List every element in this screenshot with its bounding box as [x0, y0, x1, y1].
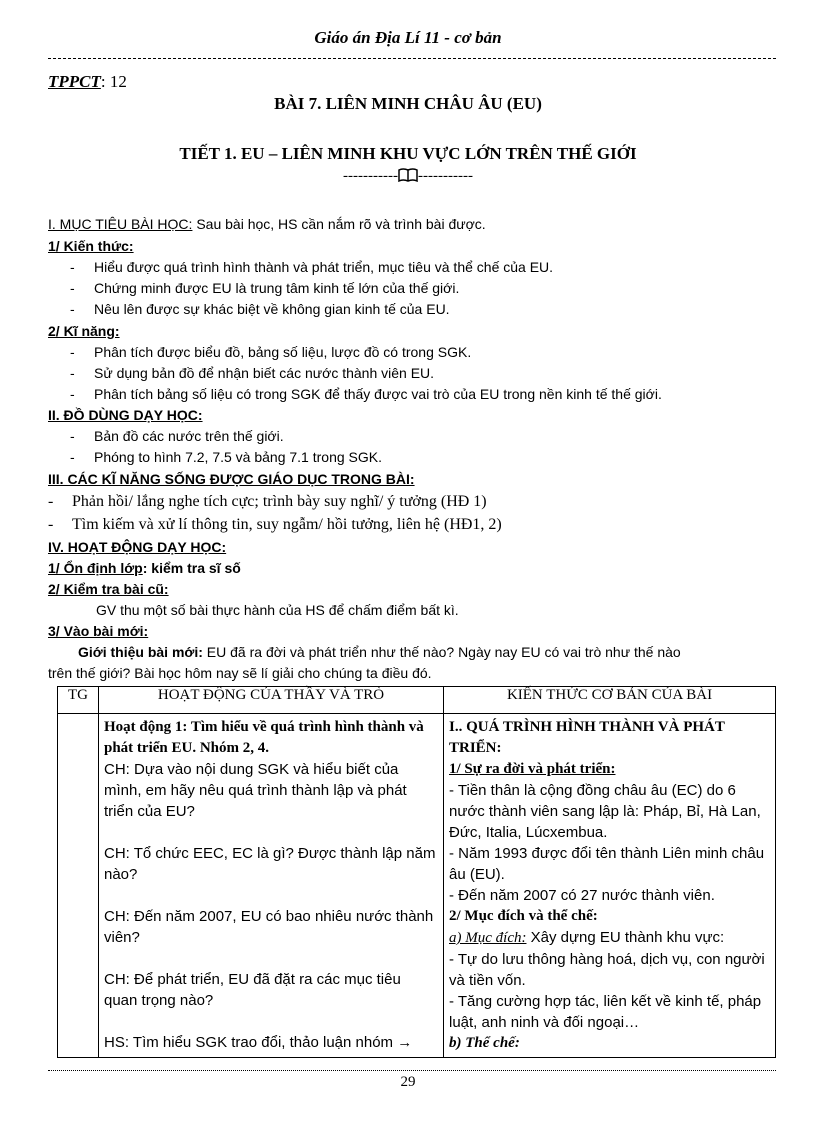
knowledge-title: I.. QUÁ TRÌNH HÌNH THÀNH VÀ PHÁT TRIỂN: — [449, 719, 725, 756]
table-header-cell: HOẠT ĐỘNG CỦA THẦY VÀ TRÒ — [99, 687, 444, 714]
knowledge-point: - Tự do lưu thông hàng hoá, dịch vụ, con người và tiền vốn. — [449, 951, 765, 989]
activity-question: CH: Tổ chức EEC, EC là gì? Được thành lập năm nào? — [104, 845, 436, 883]
activity-question: CH: Để phát triển, EU đã đặt ra các mục tiêu quan trọng nào? — [104, 971, 401, 1009]
lifeskill-item-text: Tìm kiếm và xử lí thông tin, suy ngẫm/ hồi tưởng, liên hệ (HĐ1, 2) — [72, 516, 502, 533]
lesson-table — [57, 686, 776, 1058]
step2-text: GV thu một số bài thực hành của HS để chấm điểm bất kì. — [96, 602, 459, 618]
section1-line — [48, 216, 486, 232]
knowledge-heading: 1/ Kiến thức: — [48, 238, 134, 254]
step1-heading: 1/ Ổn định lớp — [48, 560, 143, 576]
section3-heading: III. CÁC KĨ NĂNG SỐNG ĐƯỢC GIÁO DỤC TRONG BÀI: — [48, 471, 415, 487]
lifeskill-item-text: Phản hồi/ lắng nghe tích cực; trình bày suy nghĩ/ ý tưởng (HĐ 1) — [72, 493, 487, 510]
intro-label: Giới thiệu bài mới: — [78, 644, 203, 660]
page-header: Giáo án Địa Lí 11 - cơ bản — [314, 28, 502, 47]
goal-line — [449, 927, 770, 949]
lesson-title: BÀI 7. LIÊN MINH CHÂU ÂU (EU) — [274, 94, 542, 113]
knowledge-point: - Tăng cường hợp tác, liên kết về kinh tế, pháp luật, anh ninh và đối ngoại… — [449, 993, 762, 1031]
equipment-item: - Phóng to hình 7.2, 7.5 và bảng 7.1 trong SGK. — [70, 449, 382, 465]
page-number: 29 — [400, 1074, 416, 1090]
knowledge-item: - Chứng minh được EU là trung tâm kinh tế lớn của thế giới. — [70, 280, 460, 296]
lesson-separator — [0, 168, 816, 185]
skills-item: - Phân tích bảng số liệu có trong SGK để thấy được vai trò của EU trong nền kinh tế thế giới. — [70, 386, 662, 402]
step1-text: : kiểm tra sĩ số — [142, 560, 241, 576]
separator-right: ----------- — [418, 168, 473, 184]
knowledge-item-text: Chứng minh được EU là trung tâm kinh tế lớn của thế giới. — [94, 280, 460, 296]
section1-heading: I. MỤC TIÊU BÀI HỌC: — [48, 216, 193, 232]
knowledge-item-text: Nêu lên được sự khác biệt về không gian kinh tế của EU. — [94, 301, 450, 317]
separator-left: ----------- — [343, 168, 398, 184]
tppct-value: : 12 — [100, 72, 127, 91]
step3-intro — [78, 644, 681, 660]
step1-line — [48, 560, 241, 576]
lifeskill-item: - Phản hồi/ lắng nghe tích cực; trình bày suy nghĩ/ ý tưởng (HĐ 1) — [48, 493, 487, 510]
section2-heading: II. ĐỒ DÙNG DẠY HỌC: — [48, 407, 203, 423]
knowledge-point: - Đến năm 2007 có 27 nước thành viên. — [449, 887, 715, 904]
knowledge-cell — [444, 714, 776, 1058]
goal-text: Xây dựng EU thành khu vực: — [526, 929, 725, 946]
activity-cell — [99, 714, 444, 1058]
skills-item-text: Phân tích bảng số liệu có trong SGK để thấy được vai trò của EU trong nền kinh tế thế giới. — [94, 386, 662, 402]
knowledge-item: - Nêu lên được sự khác biệt về không gian kinh tế của EU. — [70, 301, 450, 317]
skills-heading: 2/ Kĩ năng: — [48, 323, 120, 339]
lesson-subtitle: TIẾT 1. EU – LIÊN MINH KHU VỰC LỚN TRÊN THẾ GIỚI — [179, 144, 637, 163]
knowledge-item: - Hiểu được quá trình hình thành và phát triển, mục tiêu và thể chế của EU. — [70, 259, 554, 275]
intro-text: EU đã ra đời và phát triển như thế nào? Ngày nay EU có vai trò như thế nào — [202, 644, 681, 660]
footer-divider — [48, 1070, 776, 1071]
skills-item: - Sử dụng bản đồ để nhận biết các nước thành viên EU. — [70, 365, 435, 381]
lifeskill-item: - Tìm kiếm và xử lí thông tin, suy ngẫm/ hồi tưởng, liên hệ (HĐ1, 2) — [48, 516, 502, 533]
step2-heading: 2/ Kiểm tra bài cũ: — [48, 581, 169, 597]
knowledge-sub: 1/ Sự ra đời và phát triển: — [449, 761, 616, 777]
knowledge-point: - Năm 1993 được đổi tên thành Liên minh châu âu (EU). — [449, 845, 765, 883]
equipment-item: - Bản đồ các nước trên thế giới. — [70, 428, 284, 444]
knowledge-sub: 2/ Mục đích và thể chế: — [449, 908, 598, 924]
section4-heading: IV. HOẠT ĐỘNG DẠY HỌC: — [48, 539, 227, 555]
tppct-label: TPPCT — [48, 72, 101, 91]
activity-hs: HS: Tìm hiểu SGK trao đổi, thảo luận nhóm → — [104, 1034, 413, 1051]
goal-label: a) Mục đích: — [449, 930, 527, 946]
skills-item-text: Phân tích được biểu đồ, bảng số liệu, lược đồ có trong SGK. — [94, 344, 472, 360]
tg-cell — [58, 714, 99, 1058]
section1-intro: Sau bài học, HS cần nắm rõ và trình bài được. — [192, 216, 486, 232]
equipment-item-text: Phóng to hình 7.2, 7.5 và bảng 7.1 trong SGK. — [94, 449, 382, 465]
skills-item-text: Sử dụng bản đồ để nhận biết các nước thành viên EU. — [94, 365, 435, 381]
activity-title: Hoạt động 1: Tìm hiểu về quá trình hình thành và phát triển EU. Nhóm 2, 4. — [104, 719, 424, 756]
step3-heading: 3/ Vào bài mới: — [48, 623, 149, 639]
table-row — [58, 714, 776, 1058]
activity-question: CH: Dựa vào nội dung SGK và hiểu biết của mình, em hãy nêu quá trình thành lập và phát triển của EU? — [104, 761, 407, 820]
activity-question: CH: Đến năm 2007, EU có bao nhiêu nước thành viên? — [104, 908, 434, 946]
table-header-cell: KIẾN THỨC CƠ BẢN CỦA BÀI — [444, 687, 776, 714]
knowledge-item-text: Hiểu được quá trình hình thành và phát triển, mục tiêu và thể chế của EU. — [94, 259, 554, 275]
knowledge-point: - Tiền thân là cộng đồng châu âu (EC) do 6 nước thành viên sang lập là: Pháp, Bỉ, Hà Lan, Đức, Italia, Lúcxembua. — [449, 782, 761, 841]
header-divider — [48, 58, 776, 59]
book-icon — [398, 168, 418, 182]
table-header-row — [58, 687, 776, 714]
equipment-item-text: Bản đồ các nước trên thế giới. — [94, 428, 284, 444]
institution-label: b) Thể chế: — [449, 1035, 520, 1051]
step3-intro-cont: trên thế giới? Bài học hôm nay sẽ lí giải cho chúng ta điều đó. — [48, 665, 432, 681]
tppct-line — [48, 72, 127, 92]
table-header-cell: TG — [58, 687, 99, 714]
skills-item: - Phân tích được biểu đồ, bảng số liệu, lược đồ có trong SGK. — [70, 344, 472, 360]
